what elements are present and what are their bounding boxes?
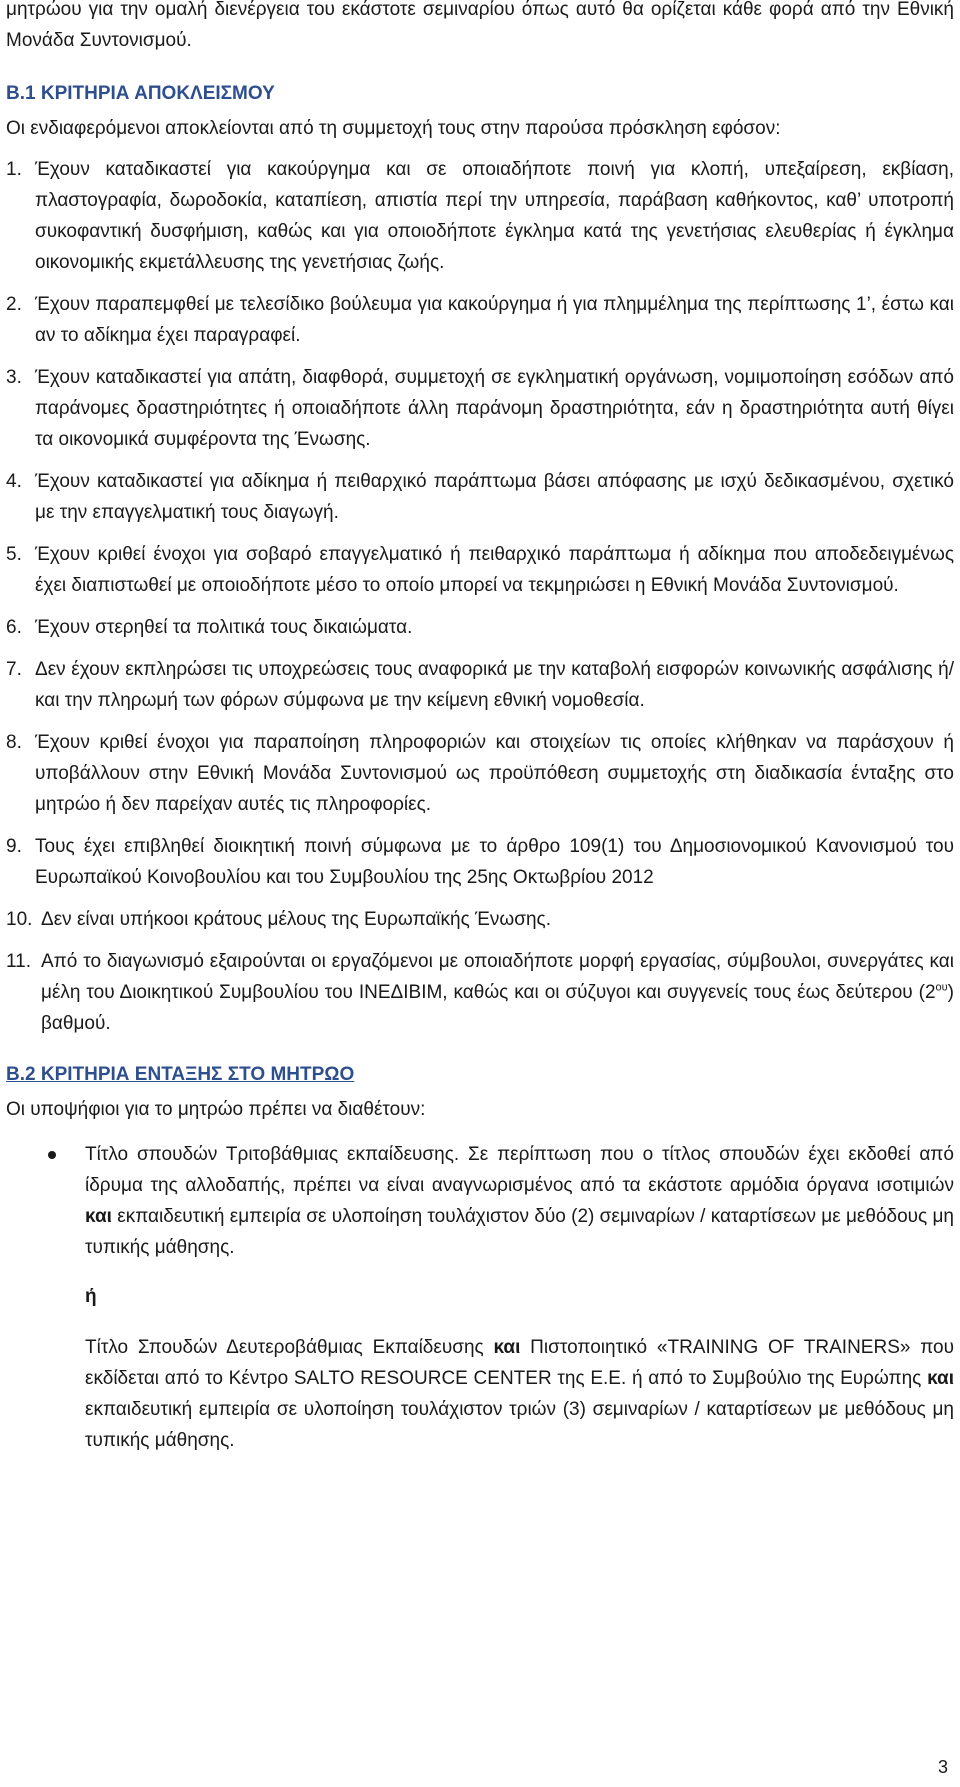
list-item-number: 11.	[6, 951, 32, 972]
bullet-paragraph-1	[85, 1139, 954, 1263]
list-item-number: 9.	[6, 836, 22, 857]
list-item-text: Δεν είναι υπήκοοι κράτους μέλους της Ευρωπαϊκής Ένωσης.	[41, 909, 551, 930]
list-item-text: Έχουν καταδικαστεί για κακούργημα και σε οποιαδήποτε ποινή για κλοπή, υπεξαίρεση, εκβίαση, πλαστογραφία, δωροδοκία, καταπίεση, απιστία περί την υπηρεσία, παράβαση καθήκοντος, καθ’ υποτροπή συκοφαντική δυσφήμιση, καθώς και για οποιοδήποτε έγκλημα κατά της γενετήσιας ελευθερίας ή έγκλημα οικονομικής εκμετάλλευσης της γενετήσιας ζωής.	[35, 159, 954, 273]
list-item	[6, 904, 954, 935]
list-item-number: 4.	[6, 471, 22, 492]
list-item-number: 2.	[6, 294, 22, 315]
list-item	[6, 727, 954, 820]
ordinal-superscript: ου	[935, 981, 948, 994]
list-item	[6, 539, 954, 601]
list-item	[6, 466, 954, 528]
list-item	[6, 154, 954, 278]
intro-paragraph: μητρώου για την ομαλή διενέργεια του εκάστοτε σεμιναρίου όπως αυτό θα ορίζεται κάθε φορά από την Εθνική Μονάδα Συντονισμού.	[6, 0, 954, 51]
list-item	[6, 362, 954, 455]
bullet-text: εκπαιδευτική εμπειρία σε υλοποίηση τουλάχιστον δύο (2) σεμιναρίων / καταρτίσεων με μεθόδους μη τυπικής μάθησης.	[85, 1206, 954, 1258]
or-separator: ή	[85, 1286, 97, 1307]
list-item-number: 6.	[6, 617, 22, 638]
bullet-text: Τίτλο Σπουδών Δευτεροβάθμιας Εκπαίδευσης	[85, 1337, 494, 1358]
bullet-icon	[48, 1151, 56, 1159]
list-item-text-tail: ) βαθμού.	[41, 982, 954, 1034]
section-b2-lead: Οι υποψήφιοι για το μητρώο πρέπει να διαθέτουν:	[6, 1099, 426, 1120]
bullet-text: Τίτλο σπουδών Τριτοβάθμιας εκπαίδευσης. Σε περίπτωση που ο τίτλος σπουδών έχει εκδοθεί από ίδρυμα της αλλοδαπής, πρέπει να είναι αναγνωρισμένος από τα εκάστοτε αρμόδια όργανα ισοτιμιών	[85, 1144, 954, 1196]
section-b1-lead: Οι ενδιαφερόμενοι αποκλείονται από τη συμμετοχή τους στην παρούσα πρόσκληση εφόσον:	[6, 118, 781, 139]
list-item	[6, 831, 954, 893]
list-item-number: 7.	[6, 659, 22, 680]
bullet-text: Πιστοποιητικό «TRAINING OF TRAINERS» που εκδίδεται από το Κέντρο SALTO RESOURCE CENTER της Ε.Ε. ή από το Συμβούλιο της Ευρώπης	[85, 1337, 954, 1389]
bullet-bold-text: και	[927, 1368, 954, 1389]
list-item-text: Έχουν στερηθεί τα πολιτικά τους δικαιώματα.	[35, 617, 413, 638]
list-item-number: 3.	[6, 367, 22, 388]
bullet-item	[6, 1139, 954, 1456]
list-item-number: 1.	[6, 159, 22, 180]
section-b2-heading: Β.2 ΚΡΙΤΗΡΙΑ ΕΝΤΑΞΗΣ ΣΤΟ ΜΗΤΡΩΟ	[6, 1064, 355, 1085]
exclusion-criteria-list	[6, 154, 954, 1039]
list-item-text: Τους έχει επιβληθεί διοικητική ποινή σύμφωνα με το άρθρο 109(1) του Δημοσιονομικού Κανονισμού του Ευρωπαϊκού Κοινοβουλίου και του Συμβουλίου της 25ης Οκτωβρίου 2012	[35, 836, 954, 888]
document-page	[6, 0, 954, 1456]
list-item-text: Έχουν καταδικαστεί για αδίκημα ή πειθαρχικό παράπτωμα βάσει απόφασης με ισχύ δεδικασμένου, σχετικό με την επαγγελματική τους διαγωγή.	[35, 471, 954, 523]
bullet-text: εκπαιδευτική εμπειρία σε υλοποίηση τουλάχιστον τριών (3) σεμιναρίων / καταρτίσεων με μεθόδους μη τυπικής μάθησης.	[85, 1399, 954, 1451]
bullet-bold-text: και	[493, 1337, 521, 1358]
bullet-paragraph-2	[85, 1332, 954, 1456]
list-item	[6, 289, 954, 351]
list-item-text: Έχουν καταδικαστεί για απάτη, διαφθορά, συμμετοχή σε εγκληματική οργάνωση, νομιμοποίηση εσόδων από παράνομες δραστηριότητες ή οποιαδήποτε άλλη παράνομη δραστηριότητα, εάν η δραστηριότητα αυτή θίγει τα οικονομικά συμφέροντα της Ένωσης.	[35, 367, 954, 450]
list-item-number: 5.	[6, 544, 22, 565]
list-item-number: 8.	[6, 732, 22, 753]
list-item-text: Έχουν κριθεί ένοχοι για παραποίηση πληροφοριών και στοιχείων τις οποίες κλήθηκαν να παράσχουν ή υποβάλλουν στην Εθνική Μονάδα Συντονισμού ως προϋπόθεση συμμετοχής στη διαδικασία ένταξης στο μητρώο ή δεν παρείχαν αυτές τις πληροφορίες.	[35, 732, 954, 815]
list-item	[6, 612, 954, 643]
bullet-bold-text: και	[85, 1206, 112, 1227]
list-item-text: Δεν έχουν εκπληρώσει τις υποχρεώσεις τους αναφορικά με την καταβολή εισφορών κοινωνικής ασφάλισης ή/και την πληρωμή των φόρων σύμφωνα με την κείμενη εθνική νομοθεσία.	[35, 659, 954, 711]
list-item-text: Έχουν κριθεί ένοχοι για σοβαρό επαγγελματικό ή πειθαρχικό παράπτωμα ή αδίκημα που αποδεδειγμένως έχει διαπιστωθεί με οποιοδήποτε μέσο το οποίο μπορεί να τεκμηριώσει η Εθνική Μονάδα Συντονισμού.	[35, 544, 954, 596]
page-number: 3	[937, 1757, 948, 1777]
list-item-number: 10.	[6, 909, 33, 930]
inclusion-criteria-list	[6, 1139, 954, 1456]
list-item-text: Έχουν παραπεμφθεί με τελεσίδικο βούλευμα για κακούργημα ή για πλημμέλημα της περίπτωσης 1’, έστω και αν το αδίκημα έχει παραγραφεί.	[35, 294, 954, 346]
list-item	[6, 946, 954, 1039]
list-item-text: Από το διαγωνισμό εξαιρούνται οι εργαζόμενοι με οποιαδήποτε μορφή εργασίας, σύμβουλοι, συνεργάτες και μέλη του Διοικητικού Συμβουλίου του ΙΝΕΔΙΒΙΜ, καθώς και οι σύζυγοι και συγγενείς τους έως δεύτερου (2	[41, 951, 954, 1003]
section-b1-heading: Β.1 ΚΡΙΤΗΡΙΑ ΑΠΟΚΛΕΙΣΜΟΥ	[6, 83, 275, 104]
list-item	[6, 654, 954, 716]
